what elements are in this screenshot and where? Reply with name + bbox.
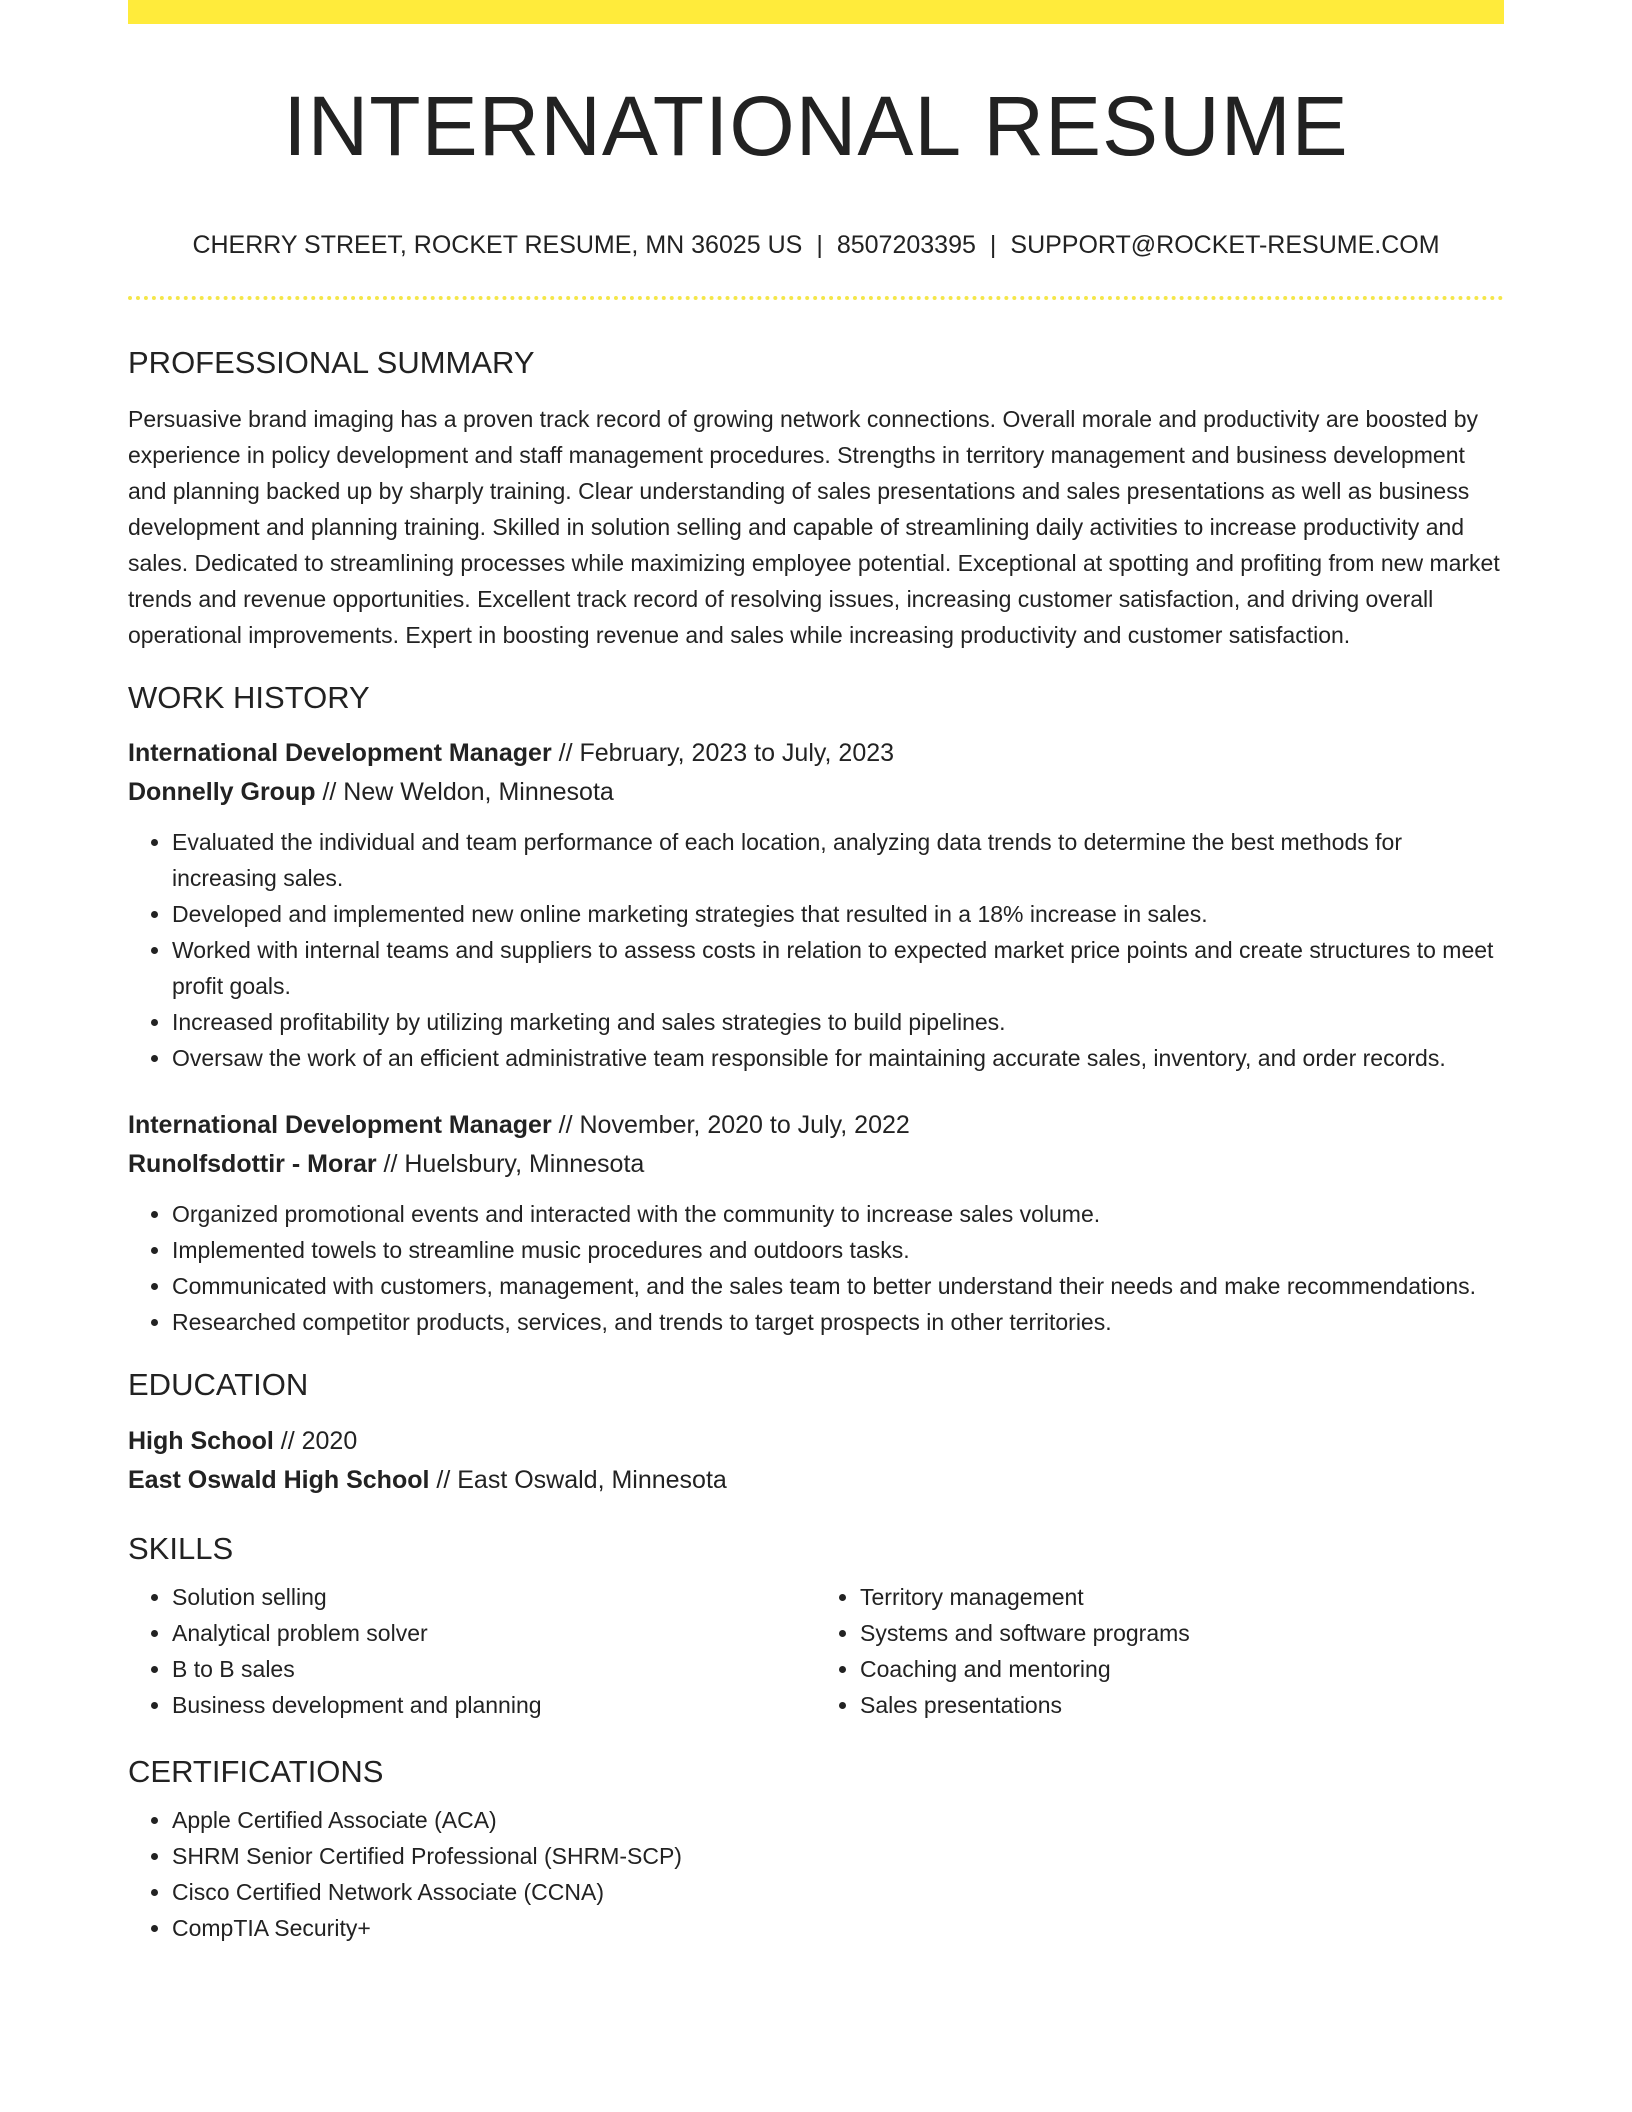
list-item: • Evaluated the individual and team performance of each location, analyzing data trends to determine the best methods for increasing sales. [172,824,1504,896]
job-company-line [128,1145,1504,1184]
work-history-heading: WORK HISTORY [128,680,370,716]
contact-phone: 8507203395 [836,231,976,259]
list-item: • Organized promotional events and interacted with the community to increase sales volume. [172,1196,1504,1232]
list-item: • Worked with internal teams and suppliers to assess costs in relation to expected market price points and create structures to meet profit goals. [172,932,1504,1004]
job-company: Donnelly Group [128,778,316,807]
contact-separator: | [816,231,823,259]
skills-grid [128,1579,1504,1723]
job-title-line [128,734,1504,773]
job-company: Runolfsdottir - Morar [128,1150,377,1179]
education-school-line [128,1461,1504,1500]
certifications-heading: CERTIFICATIONS [128,1753,384,1789]
job-entry [128,734,1504,1076]
list-item: • Solution selling [172,1579,816,1615]
list-item: • Implemented towels to streamline music procedures and outdoors tasks. [172,1232,1504,1268]
contact-separator: | [989,231,997,259]
list-item: • Sales presentations [860,1687,1504,1723]
education-heading: EDUCATION [128,1367,309,1403]
resume-title: INTERNATIONAL RESUME [283,79,1349,173]
list-item: • Increased profitability by utilizing marketing and sales strategies to build pipelines. [172,1004,1504,1040]
contact-address: CHERRY STREET, ROCKET RESUME, MN 36025 US [192,231,803,259]
summary-heading: PROFESSIONAL SUMMARY [128,345,535,380]
list-item: • Systems and software programs [860,1615,1504,1651]
list-item: • Communicated with customers, management, and the sales team to better understand their needs and make recommendations. [172,1268,1504,1304]
job-bullets [128,824,1504,1076]
summary-text: Persuasive brand imaging has a proven track record of growing network connections. Overall morale and productivity are boosted by experience in policy development and staff management procedures. Strengths in territory management and business development and planning backed up by sharply training. Clear understanding of sales presentations and sales presentations as well as business development and planning training. Skilled in solution selling and capable of streamlining daily activities to increase productivity and sales. Dedicated to streamlining processes while maximizing employee potential. Exceptional at spotting and profiting from new market trends and revenue opportunities. Excellent track record of resolving issues, increasing customer satisfaction, and driving overall operational improvements. Expert in boosting revenue and sales while increasing productivity and customer satisfaction. [128,406,1500,649]
education-entry [128,1422,1504,1500]
list-item: • Developed and implemented new online marketing strategies that resulted in a 18% increase in sales. [172,896,1504,932]
skills-heading: SKILLS [128,1530,234,1566]
list-item: • Cisco Certified Network Associate (CCNA) [172,1874,1504,1910]
education-school: East Oswald High School [128,1465,430,1494]
job-title-line [128,1106,1504,1145]
skills-column-right [816,1579,1504,1723]
certifications-list [128,1802,1504,1946]
job-bullets [128,1196,1504,1340]
list-item: • B to B sales [172,1651,816,1687]
job-title: International Development Manager [128,739,552,768]
list-item: • CompTIA Security+ [172,1910,1504,1946]
list-item: • Analytical problem solver [172,1615,816,1651]
contact-line [128,230,1504,260]
education-year: // 2020 [273,1426,358,1455]
list-item: • Apple Certified Associate (ACA) [172,1802,1504,1838]
dotted-divider [128,296,1504,300]
list-item: • Oversaw the work of an efficient administrative team responsible for maintaining accurate sales, inventory, and order records. [172,1040,1504,1076]
skills-column-left [128,1579,816,1723]
education-degree: High School [128,1426,274,1455]
list-item: • Researched competitor products, services, and trends to target prospects in other territories. [172,1304,1504,1340]
top-accent-bar [128,0,1504,24]
education-location: // East Oswald, Minnesota [429,1465,727,1494]
job-company-line [128,773,1504,812]
job-location: // Huelsbury, Minnesota [376,1150,645,1179]
list-item: • Coaching and mentoring [860,1651,1504,1687]
job-title: International Development Manager [128,1111,552,1140]
job-entry [128,1106,1504,1340]
job-dates: // November, 2020 to July, 2022 [551,1111,910,1140]
list-item: • Territory management [860,1579,1504,1615]
list-item: • Business development and planning [172,1687,816,1723]
job-location: // New Weldon, Minnesota [315,778,614,807]
job-dates: // February, 2023 to July, 2023 [551,739,895,768]
education-degree-line [128,1422,1504,1461]
contact-email: SUPPORT@ROCKET-RESUME.COM [1010,231,1440,259]
resume-page [128,0,1504,1946]
list-item: • SHRM Senior Certified Professional (SHRM-SCP) [172,1838,1504,1874]
